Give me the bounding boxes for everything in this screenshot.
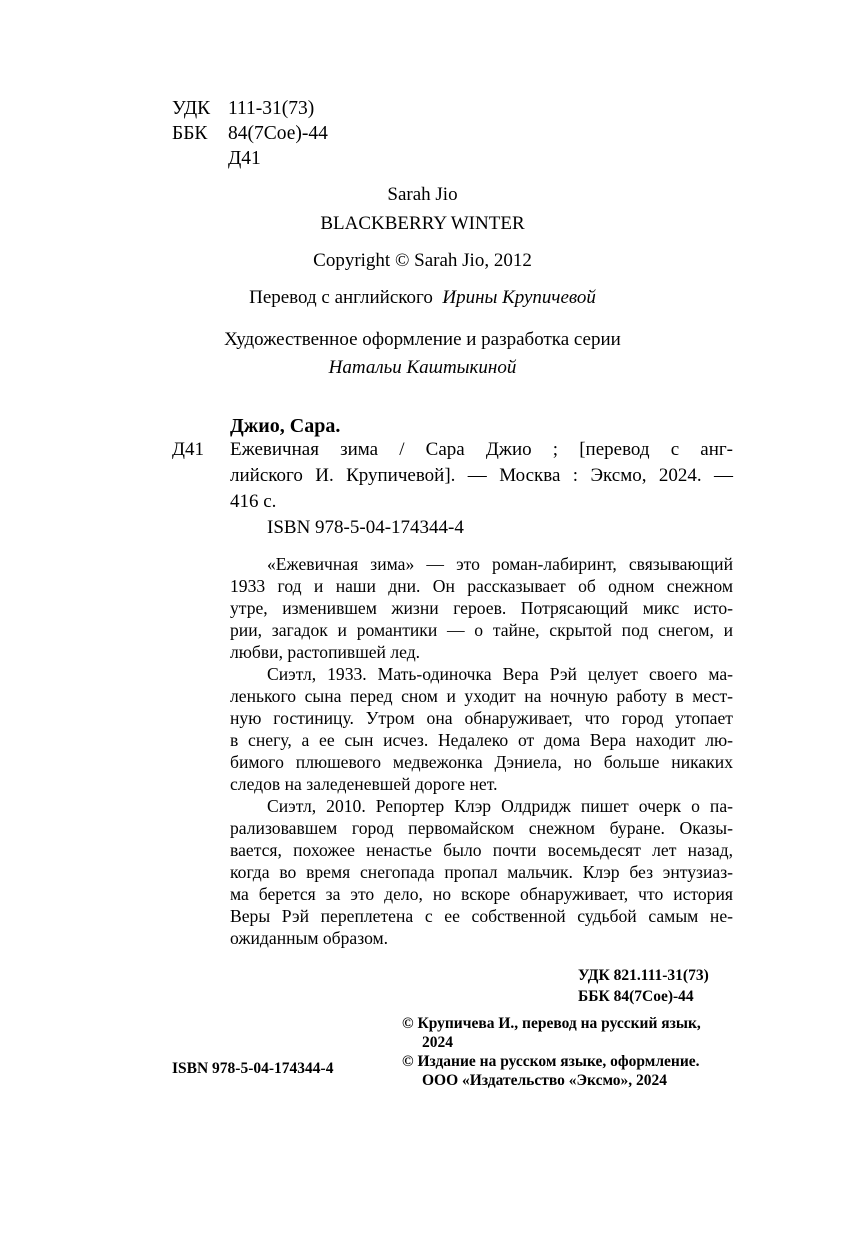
original-title: BLACKBERRY WINTER xyxy=(320,213,525,234)
annotation-line: «Ежевичная зима» — это роман-лабиринт, связывающий xyxy=(267,554,733,574)
translation-prefix: Перевод с английского xyxy=(249,287,433,308)
classification-codes-top xyxy=(172,96,328,171)
udk-value: 111-31(73) xyxy=(228,98,315,119)
annotation-line: 1933 год и наши дни. Он рассказывает об одном снежном xyxy=(230,576,733,596)
annotation-line: утре, изменившем жизни героев. Потрясающий микс исто- xyxy=(230,598,733,618)
annotation-line: Веры Рэй переплетена с ее собственной судьбой самым не- xyxy=(230,906,733,926)
edition-copyright: © Издание на русском языке, оформление. xyxy=(402,1053,700,1070)
biblio-line: лийского И. Крупичевой]. — Москва : Эксмо, 2024. — xyxy=(230,465,733,486)
original-author: Sarah Jio xyxy=(387,184,458,205)
biblio-line: 416 с. xyxy=(230,491,277,512)
annotation-paragraph xyxy=(230,795,733,949)
isbn-bottom: ISBN 978-5-04-174344-4 xyxy=(172,1060,334,1077)
translator-name: Ирины Крупичевой xyxy=(442,287,596,308)
annotation-line: вается, похожее ненастье было почти восемьдесят лет назад, xyxy=(230,840,733,860)
annotation-line: когда во время снегопада пропал мальчик. Клэр без энтузиаз- xyxy=(230,862,733,882)
translation-copyright-year: 2024 xyxy=(422,1034,453,1051)
annotation-paragraph xyxy=(230,663,733,795)
entry-isbn: ISBN 978-5-04-174344-4 xyxy=(267,517,464,538)
annotation-line: ную гостиницу. Утром она обнаруживает, что город утопает xyxy=(230,708,733,728)
annotation-line: любви, растопившей лед. xyxy=(230,642,421,662)
bbk-value: 84(7Сое)-44 xyxy=(228,123,328,144)
annotation-line: Сиэтл, 1933. Мать-одиночка Вера Рэй целует своего ма- xyxy=(267,664,733,684)
bbk-bottom: ББК 84(7Сое)-44 xyxy=(578,988,694,1005)
translation-credit xyxy=(0,287,845,309)
translation-copyright: © Крупичева И., перевод на русский язык, xyxy=(402,1015,701,1032)
original-copyright: Copyright © Sarah Jio, 2012 xyxy=(313,250,532,271)
designer-name: Натальи Каштыкиной xyxy=(328,357,517,378)
annotation-line: ленького сына перед сном и уходит на ночную работу в мест- xyxy=(230,686,733,706)
classification-codes-bottom xyxy=(578,965,709,1007)
annotation-line: следов на заледеневшей дороге нет. xyxy=(230,774,498,794)
copyright-notices xyxy=(402,1014,701,1090)
udk-bottom: УДК 821.111-31(73) xyxy=(578,967,709,984)
biblio-line: Ежевичная зима / Сара Джио ; [перевод с анг- xyxy=(230,439,733,460)
entry-author-heading: Джио, Сара. xyxy=(230,415,341,437)
annotation xyxy=(230,553,733,949)
udk-label: УДК xyxy=(172,98,211,119)
author-mark: Д41 xyxy=(228,148,261,169)
annotation-line: рии, загадок и романтики — о тайне, скрытой под снегом, и xyxy=(230,620,733,640)
edition-copyright-publisher: ООО «Издательство «Эксмо», 2024 xyxy=(422,1072,668,1089)
bbk-row xyxy=(172,121,328,146)
udk-row xyxy=(172,96,328,121)
annotation-line: в снегу, а ее сын исчез. Недалеко от дома Вера находит лю- xyxy=(230,730,733,750)
annotation-line: бимого плюшевого медвежонка Дэниела, но больше никаких xyxy=(230,752,733,772)
entry-code: Д41 xyxy=(172,439,204,460)
annotation-line: ма берется за это дело, но вскоре обнаруживает, что история xyxy=(230,884,733,904)
bbk-label: ББК xyxy=(172,123,208,144)
annotation-line: ожиданным образом. xyxy=(230,928,389,948)
bibliographic-description xyxy=(230,437,733,515)
annotation-line: Сиэтл, 2010. Репортер Клэр Олдридж пишет очерк о па- xyxy=(267,796,733,816)
annotation-paragraph xyxy=(230,553,733,663)
annotation-line: рализовавшем город первомайском снежном буране. Оказы- xyxy=(230,818,733,838)
design-credit-label: Художественное оформление и разработка серии xyxy=(224,329,621,350)
